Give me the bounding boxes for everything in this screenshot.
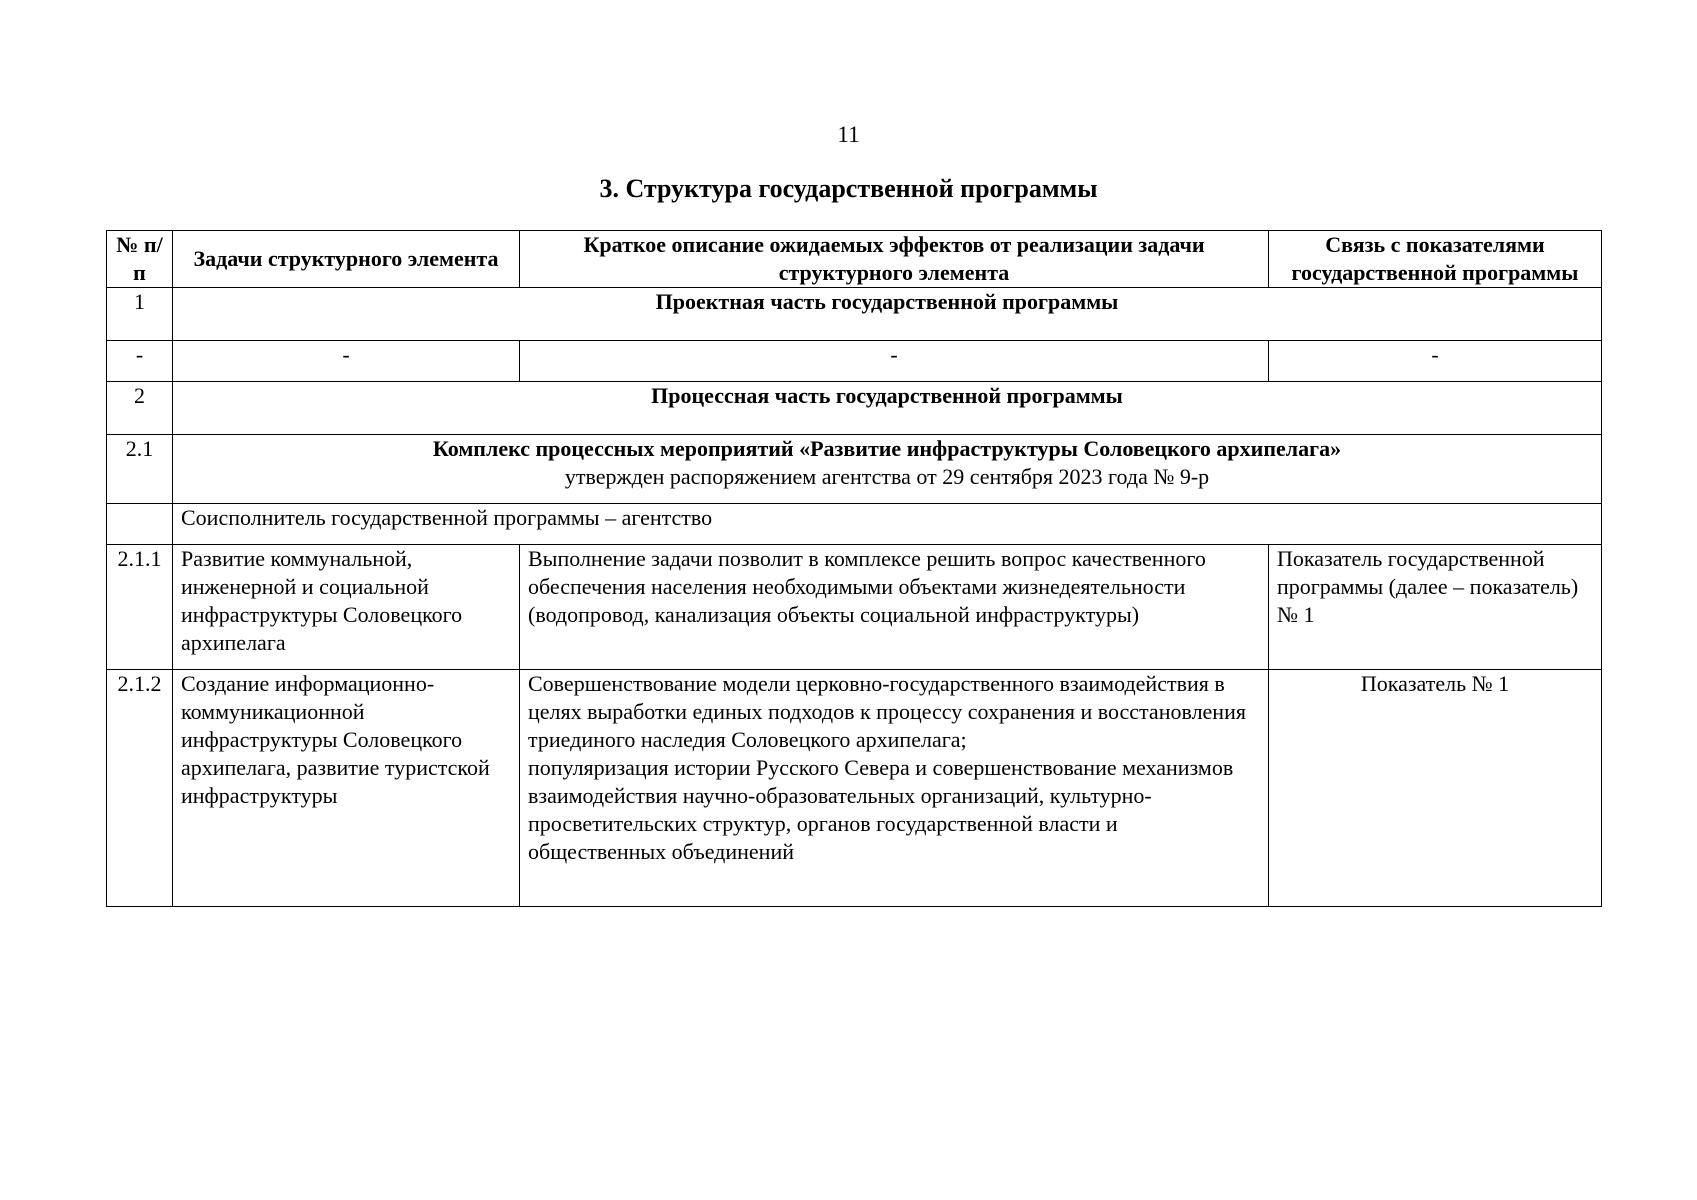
complex-cell [173,435,1602,504]
dash-tasks: - [173,341,520,382]
empty-dash-row [107,341,1602,382]
complex-num: 2.1 [107,435,173,504]
task-num: 2.1.1 [107,545,173,670]
dash-num: - [107,341,173,382]
header-num: № п/п [107,231,173,288]
complex-row [107,435,1602,504]
complex-title: Комплекс процессных мероприятий «Развитие инфраструктуры Соловецкого архипелага» [432,436,1342,461]
section-title: 3. Структура государственной программы [599,174,1098,203]
page-number: 11 [837,122,860,147]
complex-subtitle: утвержден распоряжением агентства от 29 сентября 2023 года № 9-р [564,464,1210,489]
table-header-row [107,231,1602,288]
process-part-num: 2 [107,382,173,435]
header-indicators: Связь с показателями государственной программы [1269,231,1602,288]
coexecutor-row [107,504,1602,545]
task-effect-part1: Совершенствование модели церковно-государственного взаимодействия в целях выработки единых подходов к процессу сохранения и восстановления триединого наследия Соловецкого архипелага; [528,671,1246,752]
table-row [107,670,1602,907]
table-row [107,545,1602,670]
task-indicator: Показатель № 1 [1269,670,1602,907]
header-tasks: Задачи структурного элемента [173,231,520,288]
header-effects: Краткое описание ожидаемых эффектов от реализации задачи структурного элемента [520,231,1269,288]
process-part-row [107,382,1602,435]
coexecutor-num [107,504,173,545]
task-description: Создание информационно-коммуникационной инфраструктуры Соловецкого архипелага, развитие туристской инфраструктуры [173,670,520,907]
task-effect-part2: популяризация истории Русского Севера и совершенствование механизмов взаимодействия научно-образовательных организаций, культурно-просветительских структур, органов государственной власти и общественных объединений [528,755,1234,864]
process-part-title: Процессная часть государственной программы [173,382,1602,435]
task-effect [520,670,1269,907]
task-effect: Выполнение задачи позволит в комплексе решить вопрос качественного обеспечения населения необходимыми объектами жизнедеятельности (водопровод, канализация объекты социальной инфраструктуры) [520,545,1269,670]
dash-indicators: - [1269,341,1602,382]
program-structure-table [106,230,1602,907]
task-num: 2.1.2 [107,670,173,907]
project-part-row [107,288,1602,341]
task-description: Развитие коммунальной, инженерной и социальной инфраструктуры Соловецкого архипелага [173,545,520,670]
dash-effects: - [520,341,1269,382]
coexecutor-text: Соисполнитель государственной программы – агентство [173,504,1602,545]
project-part-title: Проектная часть государственной программы [173,288,1602,341]
project-part-num: 1 [107,288,173,341]
task-indicator: Показатель государственной программы (далее – показатель) № 1 [1269,545,1602,670]
